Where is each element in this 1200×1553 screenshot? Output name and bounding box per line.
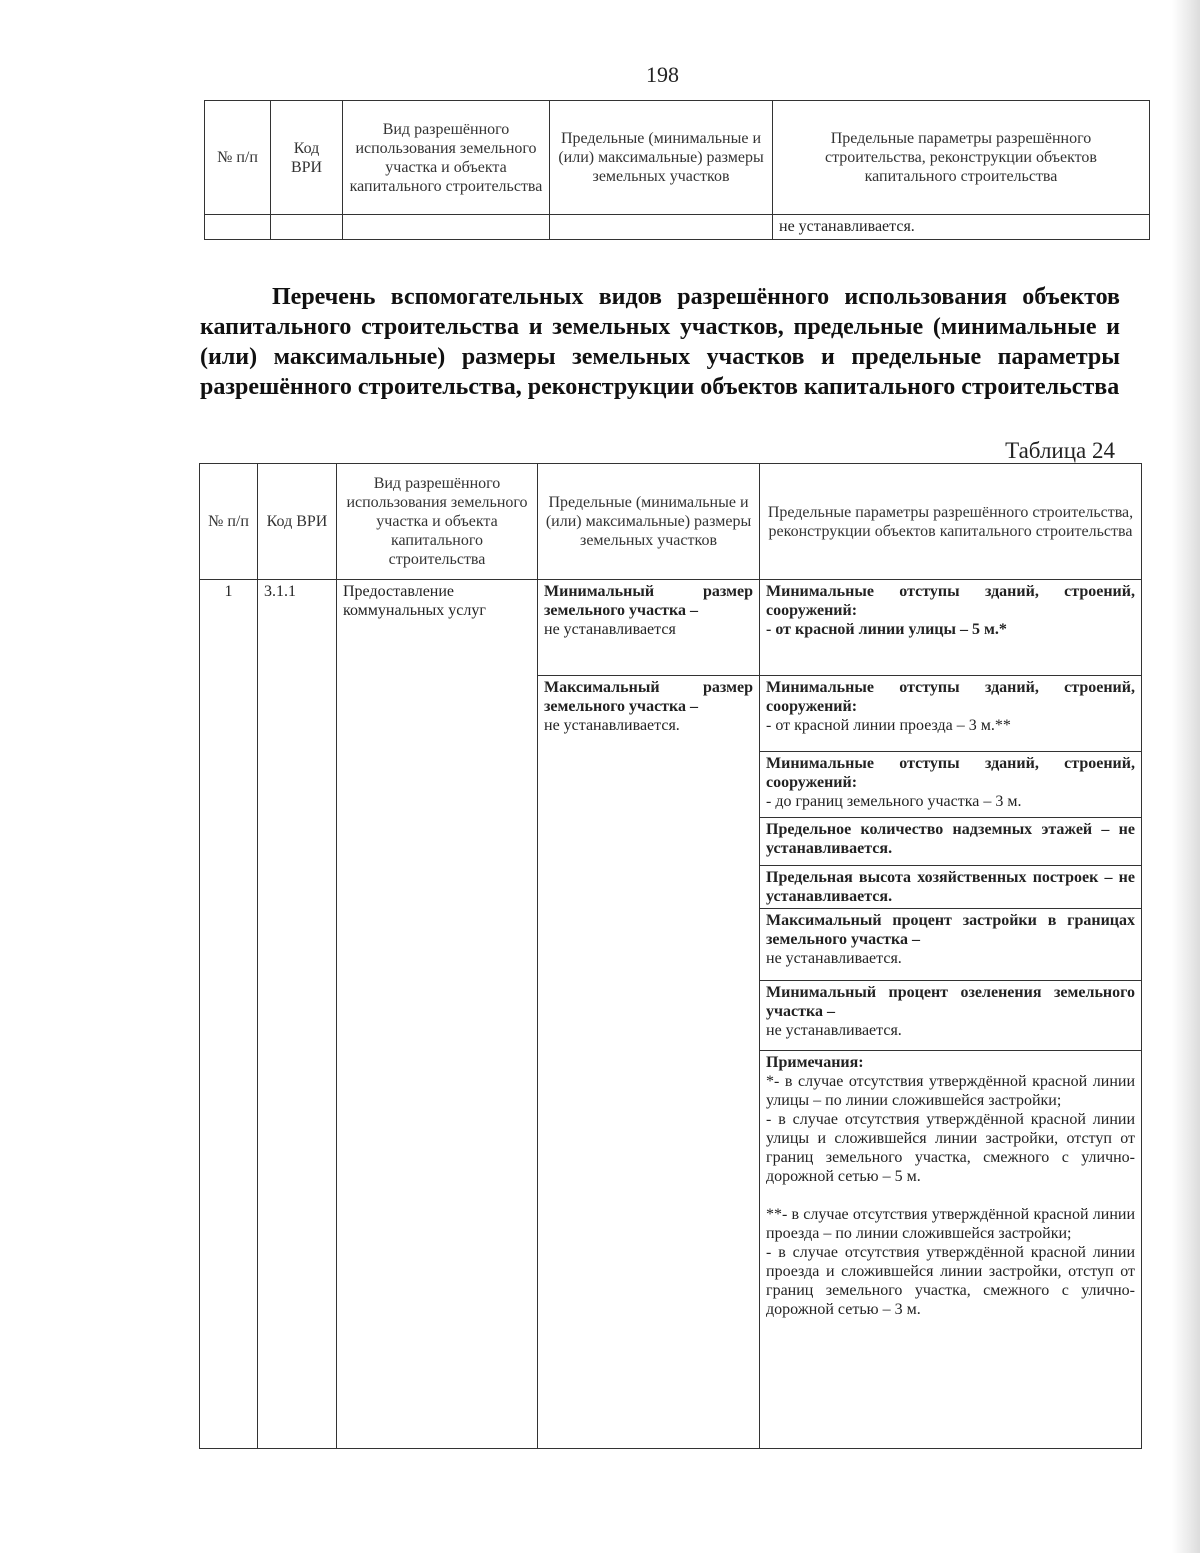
scan-page-edge — [1172, 0, 1200, 1553]
row-use-type: Предоставление коммунальных услуг — [337, 580, 538, 1449]
param-outbuilding-height: Предельная высота хозяйственных построек – не устанавливается. — [760, 866, 1142, 909]
param-detail: - от красной линии улицы – 5 м.* — [766, 621, 1007, 638]
plot-size-max-value: не устанавливается. — [544, 717, 680, 734]
empty-cell — [205, 215, 271, 240]
table-header-row — [200, 464, 1142, 580]
param-detail: - от красной линии проезда – 3 м.** — [766, 717, 1011, 734]
plot-size-max — [538, 676, 760, 1449]
note-item: **- в случае отсутствия утверждённой красной линии проезда – по линии сложившейся застройки; — [766, 1206, 1135, 1242]
param-setback-street — [760, 580, 1142, 676]
continuation-table — [204, 100, 1150, 240]
note-item: *- в случае отсутствия утверждённой красной линии улицы – по линии сложившейся застройки; — [766, 1073, 1135, 1109]
header-plot-sizes: Предельные (минимальные и (или) максимальные) размеры земельных участков — [538, 464, 760, 580]
table-caption: Таблица 24 — [1005, 438, 1115, 463]
param-floors: Предельное количество надземных этажей – не устанавливается. — [760, 818, 1142, 866]
empty-cell — [343, 215, 550, 240]
header-plot-sizes: Предельные (минимальные и (или) максимальные) размеры земельных участков — [550, 101, 773, 215]
param-title: Минимальные отступы зданий, строений, сооружений: — [766, 679, 1135, 715]
notes-title: Примечания: — [766, 1054, 864, 1071]
notes-cell — [760, 1051, 1142, 1449]
header-build-params: Предельные параметры разрешённого строительства, реконструкции объектов капитального строительства — [760, 464, 1142, 580]
row-code: 3.1.1 — [258, 580, 337, 1449]
table-row — [200, 580, 1142, 676]
page-number: 198 — [646, 62, 679, 87]
table-24 — [199, 463, 1142, 1449]
table-header-row — [205, 101, 1150, 215]
param-title: Минимальный процент озеленения земельного участка – — [766, 984, 1135, 1020]
note-item: - в случае отсутствия утверждённой красной линии проезда и сложившейся линии застройки, отступ от границ земельного участка, смежного с улично-дорожной сетью – 3 м. — [766, 1244, 1135, 1318]
plot-size-min-value: не устанавливается — [544, 621, 676, 638]
param-min-greening — [760, 981, 1142, 1051]
header-num: № п/п — [200, 464, 258, 580]
param-title: Минимальные отступы зданий, строений, сооружений: — [766, 755, 1135, 791]
param-detail: - до границ земельного участка – 3 м. — [766, 793, 1022, 810]
header-use-type: Вид разрешённого использования земельного участка и объекта капитального строительства — [337, 464, 538, 580]
plot-size-max-title: Максимальный размер земельного участка – — [544, 679, 753, 715]
plot-size-min-title: Минимальный размер земельного участка – — [544, 583, 753, 619]
header-build-params: Предельные параметры разрешённого строительства, реконструкции объектов капитального строительства — [773, 101, 1150, 215]
param-detail: не устанавливается. — [766, 1022, 902, 1039]
param-setback-driveway — [760, 676, 1142, 752]
header-code: Код ВРИ — [271, 101, 343, 215]
param-max-coverage — [760, 909, 1142, 981]
param-detail: не устанавливается. — [766, 950, 902, 967]
notes-spacer — [766, 1186, 1135, 1205]
header-use-type: Вид разрешённого использования земельного участка и объекта капитального строительства — [343, 101, 550, 215]
table-row — [205, 215, 1150, 240]
plot-size-min — [538, 580, 760, 676]
param-title: Минимальные отступы зданий, строений, сооружений: — [766, 583, 1135, 619]
param-setback-boundary — [760, 752, 1142, 818]
param-title: Максимальный процент застройки в границах земельного участка – — [766, 912, 1135, 948]
header-code: Код ВРИ — [258, 464, 337, 580]
empty-cell — [550, 215, 773, 240]
row-num: 1 — [200, 580, 258, 1449]
header-num: № п/п — [205, 101, 271, 215]
continuation-text: не устанавливается. — [773, 215, 1150, 240]
empty-cell — [271, 215, 343, 240]
section-heading: Перечень вспомогательных видов разрешённого использования объектов капитального строительства и земельных участков, предельные (минимальные и (или) максимальные) размеры земельных участков и предельные параметры разрешённого строительства, реконструкции объектов капитального строительства — [200, 284, 1120, 400]
note-item: - в случае отсутствия утверждённой красной линии улицы и сложившейся линии застройки, отступ от границ земельного участка, смежного с улично-дорожной сетью – 5 м. — [766, 1111, 1135, 1185]
